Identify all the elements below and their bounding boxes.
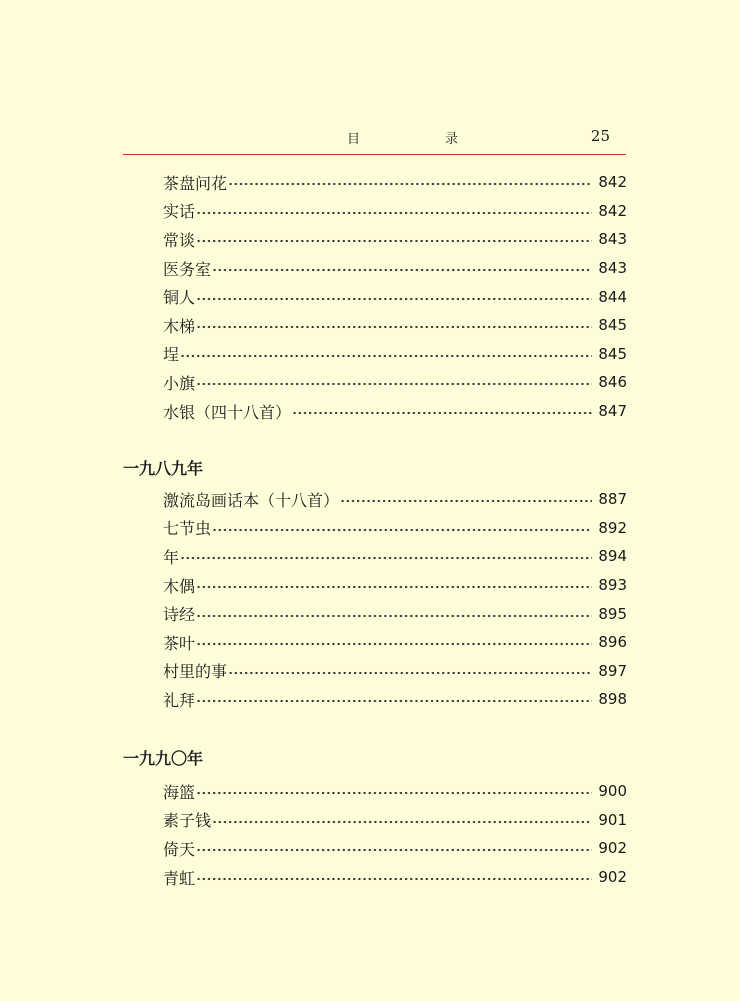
toc-entry-title: 诗经 — [163, 605, 196, 625]
toc-entry-title: 村里的事 — [163, 662, 228, 682]
section-heading: 一九九〇年 — [123, 749, 204, 768]
toc-entry-title: 年 — [163, 547, 180, 567]
toc-entry-page: 896 — [598, 633, 627, 652]
toc-entry-title: 素子钱 — [163, 811, 212, 831]
toc-entry-title: 水银（四十八首） — [163, 402, 292, 422]
dot-leader — [228, 671, 592, 675]
toc-entry — [163, 397, 627, 426]
toc-entry-title: 倚天 — [163, 839, 196, 859]
toc-entry-title: 医务室 — [163, 259, 212, 279]
toc-entry-page: 887 — [598, 490, 627, 509]
toc-entry-page: 845 — [598, 316, 627, 335]
toc-entry-title: 七节虫 — [163, 519, 212, 539]
toc-entry — [163, 485, 627, 514]
toc-entry-title: 木偶 — [163, 576, 196, 596]
dot-leader — [196, 297, 592, 301]
dot-leader — [196, 877, 592, 881]
dot-leader — [212, 528, 592, 532]
dot-leader — [196, 642, 592, 646]
section-heading: 一九八九年 — [123, 459, 204, 478]
toc-entry-page: 894 — [598, 547, 627, 566]
toc-entry — [163, 340, 627, 369]
toc-list — [163, 485, 627, 714]
toc-entry-page: 897 — [598, 661, 627, 680]
toc-entry-title: 实话 — [163, 202, 196, 222]
toc-entry — [163, 571, 627, 600]
toc-entry-page: 893 — [598, 576, 627, 595]
toc-entry-title: 木梯 — [163, 316, 196, 336]
dot-leader — [340, 499, 592, 503]
dot-leader — [212, 268, 592, 272]
toc-entry — [163, 254, 627, 283]
toc-entry — [163, 834, 627, 863]
toc-entry — [163, 806, 627, 835]
toc-entry-page: 898 — [598, 690, 627, 709]
dot-leader — [196, 614, 592, 618]
toc-entry-page: 902 — [598, 839, 627, 858]
toc-entry — [163, 368, 627, 397]
toc-list — [163, 777, 627, 891]
toc-entry-page: 902 — [598, 868, 627, 887]
toc-entry-page: 900 — [598, 782, 627, 801]
toc-entry-title: 常谈 — [163, 230, 196, 250]
dot-leader — [212, 820, 592, 824]
toc-entry — [163, 599, 627, 628]
toc-entry — [163, 542, 627, 571]
toc-entry-page: 843 — [598, 259, 627, 278]
toc-entry-page: 901 — [598, 810, 627, 829]
toc-entry — [163, 777, 627, 806]
toc-entry-page: 844 — [598, 287, 627, 306]
toc-entry — [163, 282, 627, 311]
dot-leader — [180, 354, 592, 358]
toc-entry-title: 茶盘问花 — [163, 173, 228, 193]
toc-entry-title: 激流岛画话本（十八首） — [163, 490, 340, 510]
dot-leader — [196, 211, 592, 215]
toc-entry-title: 埕 — [163, 345, 180, 365]
toc-entry — [163, 225, 627, 254]
toc-entry-page: 847 — [598, 402, 627, 421]
toc-list — [163, 168, 627, 425]
toc-entry-page: 895 — [598, 604, 627, 623]
toc-entry — [163, 311, 627, 340]
toc-entry-title: 海篮 — [163, 782, 196, 802]
running-title: 目 录 — [347, 132, 495, 147]
toc-entry-title: 青虹 — [163, 868, 196, 888]
dot-leader — [196, 791, 592, 795]
toc-entry-title: 礼拜 — [163, 690, 196, 710]
toc-entry-title: 小旗 — [163, 373, 196, 393]
dot-leader — [196, 325, 592, 329]
dot-leader — [196, 699, 592, 703]
toc-entry — [163, 685, 627, 714]
toc-entry-page: 842 — [598, 173, 627, 192]
toc-entry-page: 842 — [598, 201, 627, 220]
page-header — [123, 124, 626, 155]
dot-leader — [180, 556, 592, 560]
dot-leader — [196, 382, 592, 386]
toc-entry-page: 843 — [598, 230, 627, 249]
page-number: 25 — [590, 127, 610, 145]
toc-entry-page: 845 — [598, 344, 627, 363]
dot-leader — [292, 411, 592, 415]
toc-entry — [163, 863, 627, 892]
dot-leader — [196, 239, 592, 243]
dot-leader — [196, 585, 592, 589]
toc-entry — [163, 514, 627, 543]
toc-entry-title: 茶叶 — [163, 633, 196, 653]
toc-entry — [163, 197, 627, 226]
dot-leader — [228, 182, 592, 186]
dot-leader — [196, 848, 592, 852]
toc-entry-page: 892 — [598, 518, 627, 537]
toc-entry — [163, 168, 627, 197]
toc-entry-page: 846 — [598, 373, 627, 392]
toc-entry — [163, 628, 627, 657]
toc-entry — [163, 657, 627, 686]
toc-entry-title: 铜人 — [163, 288, 196, 308]
